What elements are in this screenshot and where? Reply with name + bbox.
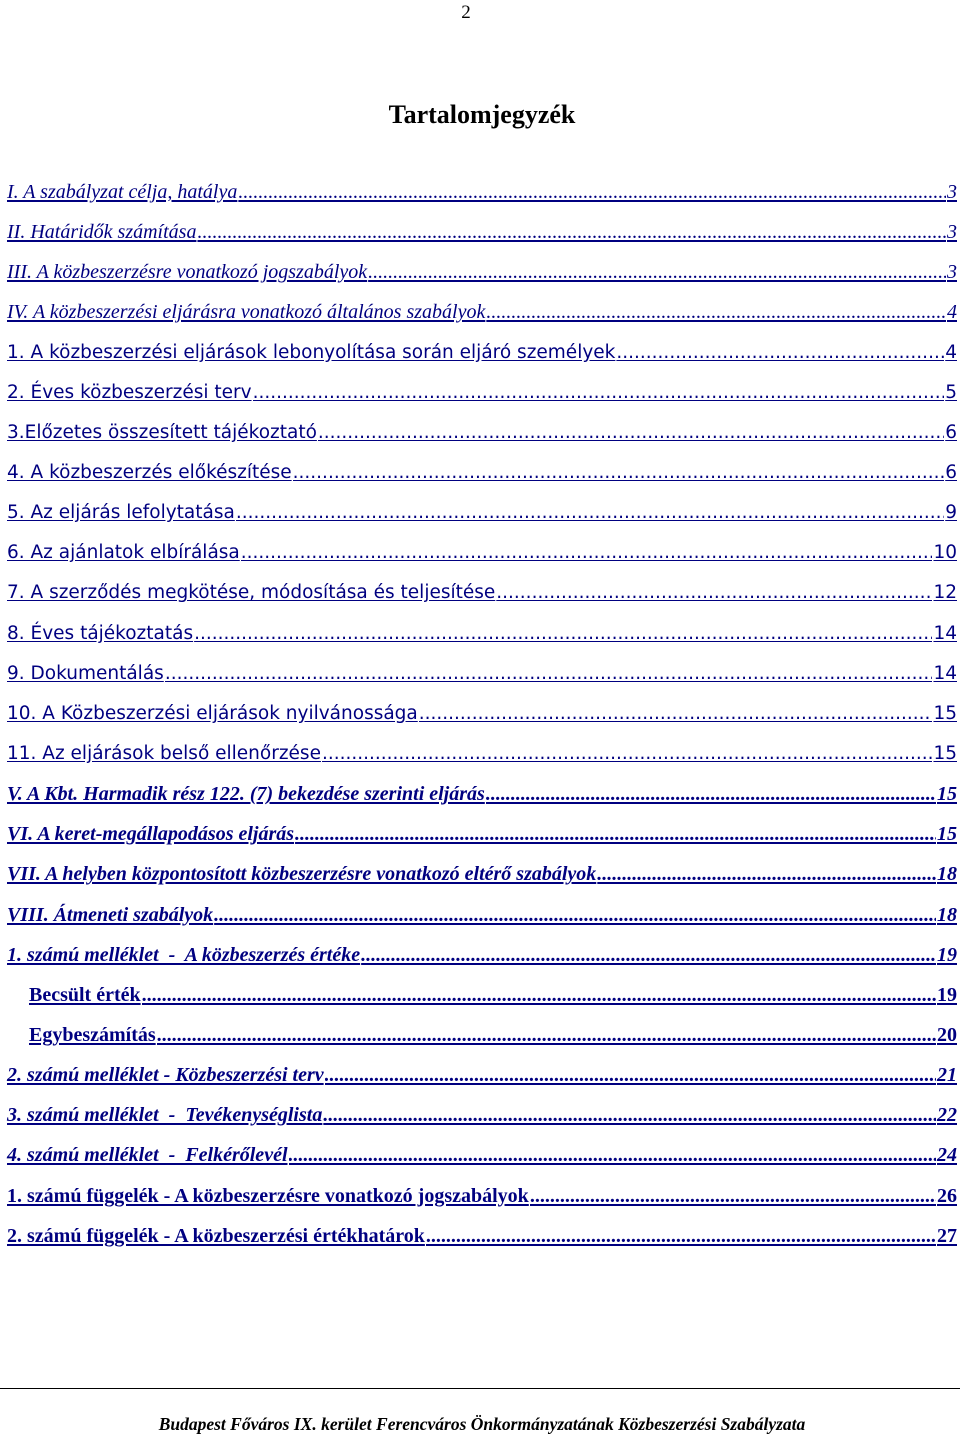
- toc-page-number: 6: [945, 461, 957, 483]
- toc-entry-text: 7. A szerződés megkötése, módosítása és teljesítése: [7, 582, 496, 604]
- toc-dot-leader: [295, 819, 936, 849]
- toc-dot-leader: [318, 418, 944, 448]
- toc-page-number: 12: [933, 582, 957, 604]
- toc-entry-annex-2[interactable]: [7, 1060, 957, 1100]
- toc-entry-text: I. A szabályzat célja, hatálya: [7, 181, 238, 203]
- toc-entry-iv-7[interactable]: [7, 578, 957, 618]
- toc-entry-text: 4. számú melléklet - Felkérőlevél: [7, 1144, 288, 1167]
- toc-page-number: 24: [937, 1144, 957, 1167]
- toc-entry-text: 1. számú függelék - A közbeszerzésre vonatkozó jogszabályok: [7, 1184, 529, 1207]
- toc-entry-iv-3[interactable]: [7, 418, 957, 458]
- page-number: 2: [461, 2, 471, 23]
- toc-page-number: 18: [937, 903, 957, 926]
- toc-dot-leader: [597, 859, 936, 889]
- toc-page-number: 15: [937, 823, 957, 846]
- toc-entry-text: 4. A közbeszerzés előkészítése: [7, 461, 292, 483]
- toc-entry-text: II. Határidők számítása: [7, 221, 197, 244]
- toc-entry-text: 2. számú melléklet - Közbeszerzési terv: [7, 1064, 324, 1087]
- toc-entry-appendix-1[interactable]: [7, 1181, 957, 1221]
- toc-dot-leader: [238, 177, 946, 207]
- toc-page-number: 3: [947, 221, 957, 244]
- toc-page-number: 14: [933, 662, 957, 684]
- toc-dot-leader: [530, 1181, 936, 1211]
- toc-entry-iv[interactable]: [7, 297, 957, 337]
- toc-entry-annex-4[interactable]: [7, 1140, 957, 1180]
- toc-page-number: 6: [945, 421, 957, 443]
- toc-entry-viii[interactable]: [7, 900, 957, 940]
- toc-entry-text: 1. A közbeszerzési eljárások lebonyolítása során eljáró személyek: [7, 341, 616, 363]
- page-footer: Budapest Főváros IX. kerület Ferencváros Önkormányzatának Közbeszerzési Szabályzata: [158, 1414, 806, 1434]
- toc-entry-text: Egybeszámítás: [29, 1023, 156, 1046]
- toc-dot-leader: [361, 940, 936, 970]
- toc-entry-text: 2. számú függelék - A közbeszerzési értékhatárok: [7, 1224, 425, 1247]
- toc-entry-iv-8[interactable]: [7, 619, 957, 659]
- toc-dot-leader: [214, 900, 936, 930]
- toc-entry-vi[interactable]: [7, 819, 957, 859]
- toc-dot-leader: [241, 538, 933, 568]
- toc-dot-leader: [419, 699, 933, 729]
- footer-divider: [0, 1388, 960, 1389]
- toc-page-number: 20: [937, 1023, 957, 1046]
- toc-page-number: 27: [937, 1224, 957, 1247]
- toc-entry-text: Becsült érték: [29, 983, 141, 1006]
- toc-dot-leader: [236, 498, 944, 528]
- toc-entry-annex-1-aggregation[interactable]: [7, 1020, 957, 1060]
- toc-entry-text: V. A Kbt. Harmadik rész 122. (7) bekezdése szerinti eljárás: [7, 783, 485, 806]
- toc-page-number: 10: [933, 542, 957, 564]
- toc-entry-annex-3[interactable]: [7, 1100, 957, 1140]
- toc-entry-vii[interactable]: [7, 859, 957, 899]
- toc-entry-text: 9. Dokumentálás: [7, 662, 164, 684]
- page-title: Tartalomjegyzék: [388, 100, 576, 129]
- toc-page-number: 3: [947, 181, 957, 203]
- toc-page-number: 26: [937, 1184, 957, 1207]
- toc-dot-leader: [616, 338, 944, 368]
- toc-entry-iv-9[interactable]: [7, 659, 957, 699]
- toc-entry-text: 2. Éves közbeszerzési terv: [7, 381, 252, 403]
- toc-page-number: 18: [937, 863, 957, 886]
- toc-entry-text: 5. Az eljárás lefolytatása: [7, 502, 235, 524]
- toc-dot-leader: [322, 739, 933, 769]
- toc-entry-text: 3. számú melléklet - Tevékenységlista: [7, 1104, 323, 1127]
- toc-dot-leader: [165, 659, 933, 689]
- toc-entry-text: III. A közbeszerzésre vonatkozó jogszabályok: [7, 261, 368, 284]
- toc-page-number: 15: [933, 702, 957, 724]
- toc-dot-leader: [142, 980, 936, 1010]
- toc-entry-iv-6[interactable]: [7, 538, 957, 578]
- toc-entry-text: 1. számú melléklet - A közbeszerzés értéke: [7, 943, 361, 966]
- toc-page-number: 19: [937, 983, 957, 1006]
- toc-entry-text: 8. Éves tájékoztatás: [7, 622, 194, 644]
- toc-dot-leader: [368, 257, 946, 287]
- toc-entry-iv-10[interactable]: [7, 699, 957, 739]
- toc-page-number: 4: [947, 301, 957, 324]
- toc-entry-text: 10. A Közbeszerzési eljárások nyilvánossága: [7, 702, 418, 724]
- toc-page-number: 19: [937, 943, 957, 966]
- toc-entry-text: 3.Előzetes összesített tájékoztató: [7, 421, 317, 443]
- toc-page-number: 15: [933, 742, 957, 764]
- toc-dot-leader: [426, 1221, 936, 1251]
- toc-page-number: 4: [945, 341, 957, 363]
- toc-entry-v[interactable]: [7, 779, 957, 819]
- toc-entry-text: 11. Az eljárások belső ellenőrzése: [7, 742, 321, 764]
- toc-page-number: 22: [937, 1104, 957, 1127]
- toc-dot-leader: [496, 578, 932, 608]
- toc-entry-i[interactable]: [7, 177, 957, 217]
- toc-dot-leader: [194, 619, 932, 649]
- toc-dot-leader: [157, 1020, 936, 1050]
- toc-entry-iv-11[interactable]: [7, 739, 957, 779]
- toc-entry-iii[interactable]: [7, 257, 957, 297]
- toc-dot-leader: [325, 1060, 936, 1090]
- toc-entry-text: VIII. Átmeneti szabályok: [7, 903, 214, 926]
- toc-entry-text: VI. A keret-megállapodásos eljárás: [7, 823, 295, 846]
- toc-entry-text: IV. A közbeszerzési eljárásra vonatkozó általános szabályok: [7, 301, 486, 324]
- toc-entry-iv-2[interactable]: [7, 378, 957, 418]
- toc-entry-iv-5[interactable]: [7, 498, 957, 538]
- toc-entry-iv-4[interactable]: [7, 458, 957, 498]
- toc-entry-text: 6. Az ajánlatok elbírálása: [7, 542, 240, 564]
- toc-entry-annex-1-estimated-value[interactable]: [7, 980, 957, 1020]
- toc-entry-text: VII. A helyben központosított közbeszerzésre vonatkozó eltérő szabályok: [7, 863, 597, 886]
- toc-dot-leader: [289, 1140, 937, 1170]
- toc-dot-leader: [293, 458, 945, 488]
- toc-entry-ii[interactable]: [7, 217, 957, 257]
- toc-page-number: 3: [947, 261, 957, 284]
- toc-entry-annex-1[interactable]: [7, 940, 957, 980]
- toc-page-number: 9: [945, 502, 957, 524]
- toc-entry-appendix-2[interactable]: [7, 1221, 957, 1261]
- toc-page-number: 5: [945, 381, 957, 403]
- toc-dot-leader: [197, 217, 946, 247]
- toc-page-number: 14: [933, 622, 957, 644]
- toc-dot-leader: [253, 378, 945, 408]
- toc-dot-leader: [486, 779, 936, 809]
- table-of-contents: [7, 177, 957, 1261]
- toc-page-number: 15: [937, 783, 957, 806]
- toc-page-number: 21: [937, 1064, 957, 1087]
- toc-entry-iv-1[interactable]: [7, 338, 957, 378]
- toc-dot-leader: [323, 1100, 936, 1130]
- toc-dot-leader: [486, 297, 946, 327]
